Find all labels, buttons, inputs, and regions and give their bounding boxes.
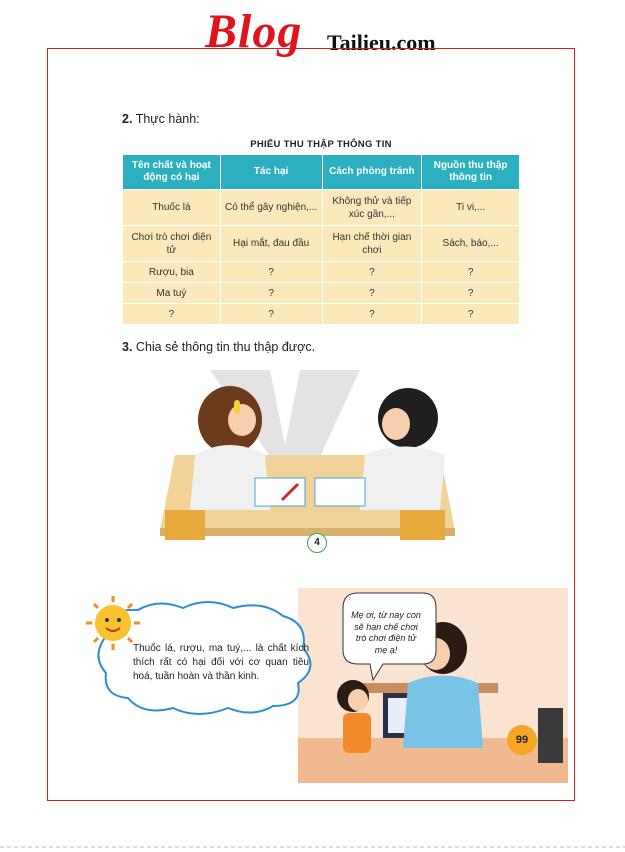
illustration-number-badge: 4 xyxy=(307,533,327,553)
table-cell: Có thể gây nghiện,... xyxy=(220,190,322,226)
header-cell: Cách phòng tránh xyxy=(322,155,422,190)
child-face xyxy=(348,689,368,711)
section-2-heading xyxy=(122,112,200,126)
table-cell: Rượu, bia xyxy=(123,262,221,283)
table-row xyxy=(123,190,520,226)
girl-face xyxy=(228,404,256,436)
table-cell: ? xyxy=(220,262,322,283)
table-row xyxy=(123,226,520,262)
chair-right xyxy=(400,510,445,540)
section-3-title: Chia sẻ thông tin thu thập được. xyxy=(135,340,316,354)
table-cell: Hại mắt, đau đầu xyxy=(220,226,322,262)
worksheet-right xyxy=(315,478,365,506)
table-title: PHIẾU THU THẬP THÔNG TIN xyxy=(250,139,392,150)
children-reading-illustration xyxy=(150,360,460,550)
logo-brand: Blog xyxy=(205,5,303,58)
logo-site: Tailieu.com xyxy=(327,30,436,55)
table-cell: ? xyxy=(422,304,520,325)
info-table xyxy=(122,154,520,325)
table-row xyxy=(123,262,520,283)
child-speech-text: Mẹ ơi, từ nay con sẽ hạn chế chơi trò chơi điện tử mẹ ạ! xyxy=(351,610,421,655)
worksheet-left xyxy=(255,478,305,506)
section-2-title: Thực hành: xyxy=(135,112,200,126)
table-cell: ? xyxy=(322,283,422,304)
table-cell: ? xyxy=(322,304,422,325)
table-cell: Sách, báo,... xyxy=(422,226,520,262)
footer-rule xyxy=(0,846,625,848)
sun-eye-right xyxy=(117,618,121,622)
table-cell: ? xyxy=(322,262,422,283)
girl-hair-clip xyxy=(234,400,240,414)
table-cell: Ma tuý xyxy=(123,283,221,304)
chair-left xyxy=(165,510,205,540)
table-row xyxy=(123,283,520,304)
section-2-number: 2. xyxy=(122,112,133,126)
mother-shirt xyxy=(403,676,483,749)
boy-face xyxy=(382,408,410,440)
table-cell: ? xyxy=(123,304,221,325)
section-3-heading xyxy=(122,340,315,354)
header-cell: Nguồn thu thập thông tin xyxy=(422,155,520,190)
table-cell: Hạn chế thời gian chơi xyxy=(322,226,422,262)
table-cell: Chơi trò chơi điện tử xyxy=(123,226,221,262)
header-cell: Tên chất và hoạt động có hại xyxy=(123,155,221,190)
table-cell: ? xyxy=(220,304,322,325)
header-cell: Tác hại xyxy=(220,155,322,190)
sun-eye-left xyxy=(105,618,109,622)
table-cell: Không thử và tiếp xúc gần,... xyxy=(322,190,422,226)
table-cell: Thuốc lá xyxy=(123,190,221,226)
bottom-illustration xyxy=(58,588,568,783)
page-number: 99 xyxy=(507,725,537,755)
section-3-number: 3. xyxy=(122,340,133,354)
child-shirt xyxy=(343,713,371,753)
table-cell: Ti vi,... xyxy=(422,190,520,226)
table-cell: ? xyxy=(422,262,520,283)
table-header-row xyxy=(123,155,520,190)
boy-shirt xyxy=(360,447,445,511)
table-cell: ? xyxy=(422,283,520,304)
table-cell: ? xyxy=(220,283,322,304)
chair xyxy=(538,708,563,763)
sun-icon xyxy=(95,605,131,641)
table-row xyxy=(123,304,520,325)
sun-note-text: Thuốc lá, rượu, ma tuý,... là chất kích thích rất có hại đối với cơ quan tiêu hoá, tuần hoàn và thần kinh. xyxy=(133,643,309,682)
